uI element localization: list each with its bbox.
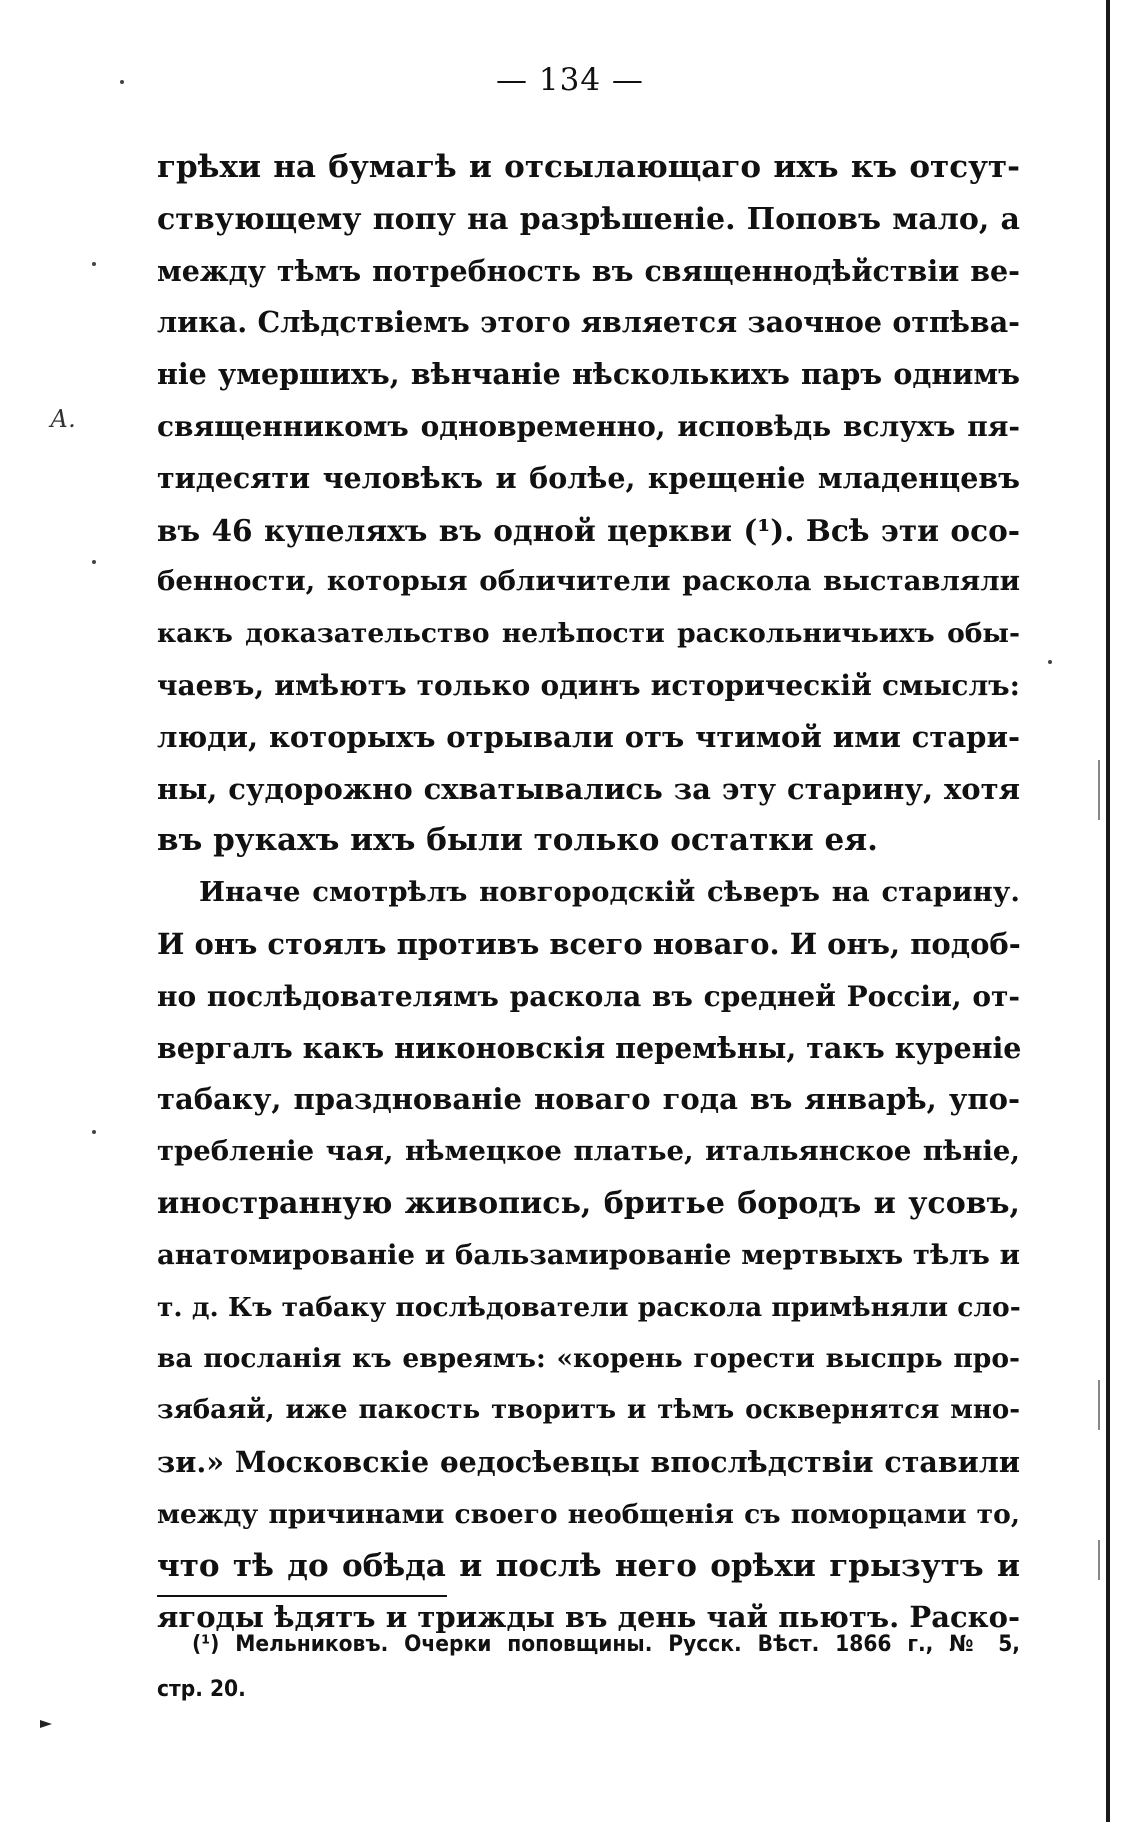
text-line: И онъ стоялъ противъ всего новаго. И онъ, подоб- — [157, 926, 1021, 961]
text-line: Иначе смотрѣлъ новгородскій сѣверъ на старину. — [199, 876, 1020, 909]
edge-mark — [1098, 1540, 1100, 1580]
margin-speck — [92, 560, 96, 564]
text-line: вергалъ какъ никоновскія перемѣны, такъ куреніе — [157, 1030, 1022, 1065]
text-line: табаку, празднованіе новаго года въ январѣ, упо- — [157, 1082, 1020, 1117]
text-line: ствующему попу на разрѣшеніе. Поповъ мало, а — [157, 201, 1020, 237]
footnote-line: (¹) Мельниковъ. Очерки поповщины. Русск. Вѣст. 1866 г., № 5, — [192, 1631, 1020, 1657]
text-line: между причинами своего необщенія съ поморцами то, — [157, 1498, 1020, 1530]
text-line: грѣхи на бумагѣ и отсылающаго ихъ къ отсут- — [157, 149, 1020, 185]
footnote — [157, 1622, 1020, 1712]
page-edge-line — [1106, 0, 1110, 1822]
footnote-divider — [157, 1595, 447, 1597]
text-line: священникомъ одновременно, исповѣдь вслухъ пя- — [157, 409, 1020, 443]
text-line: т. д. Къ табаку послѣдователи раскола примѣняли сло- — [157, 1291, 1021, 1323]
text-line: бенности, которыя обличители раскола выставляли — [157, 565, 1020, 598]
text-line: ны, судорожно схватывались за эту старину, хотя — [157, 771, 1020, 806]
edge-mark — [1098, 760, 1100, 820]
text-line: тидесяти человѣкъ и болѣе, крещеніе младенцевъ — [157, 460, 1020, 495]
margin-speck — [92, 262, 96, 266]
edge-mark — [1098, 1380, 1100, 1430]
text-line: въ рукахъ ихъ были только остатки ея. — [157, 822, 878, 859]
text-line: анатомированіе и бальзамированіе мертвыхъ тѣлъ и — [157, 1238, 1020, 1271]
text-line: ягоды ѣдятъ и трижды въ день чай пьютъ. Раско- — [157, 1600, 1020, 1635]
margin-speck — [92, 1130, 96, 1134]
text-line: ва посланія къ евреямъ: «корень горести выспрь про- — [157, 1343, 1020, 1375]
text-line: зи.» Московскіе ѳедосѣевцы впослѣдствіи ставили — [157, 1444, 1020, 1479]
text-line: чаевъ, имѣютъ только одинъ историческій смыслъ: — [157, 668, 1020, 702]
text-line: иностранную живопись, бритье бородъ и усовъ, — [157, 1185, 1020, 1221]
text-line: но послѣдователямъ раскола въ средней Россіи, от- — [157, 979, 1020, 1013]
text-line: требленіе чая, нѣмецкое платье, итальянское пѣніе, — [157, 1135, 1020, 1168]
page-number: — 134 — — [496, 62, 644, 98]
text-line: что тѣ до обѣда и послѣ него орѣхи грызутъ и — [157, 1547, 1020, 1584]
margin-speck — [1048, 660, 1052, 664]
margin-note: А. — [50, 405, 76, 433]
text-line: между тѣмъ потребность въ священнодѣйствіи ве- — [157, 253, 1020, 288]
margin-arrow-icon — [40, 1720, 52, 1728]
text-line: ніе умершихъ, вѣнчаніе нѣсколькихъ паръ однимъ — [157, 357, 1020, 392]
text-line: въ 46 купеляхъ въ одной церкви (¹). Всѣ эти осо- — [157, 512, 1020, 548]
text-line: какъ доказательство нелѣпости раскольничьихъ обы- — [157, 618, 1020, 650]
text-line: зябаяй, иже пакость творитъ и тѣмъ осквернятся мно- — [157, 1395, 1020, 1426]
footnote-line: стр. 20. — [157, 1676, 246, 1702]
text-line: люди, которыхъ отрывали отъ чтимой ими стари- — [157, 719, 1020, 754]
text-line: лика. Слѣдствіемъ этого является заочное отпѣва- — [157, 305, 1020, 340]
body-text — [157, 142, 1020, 1644]
